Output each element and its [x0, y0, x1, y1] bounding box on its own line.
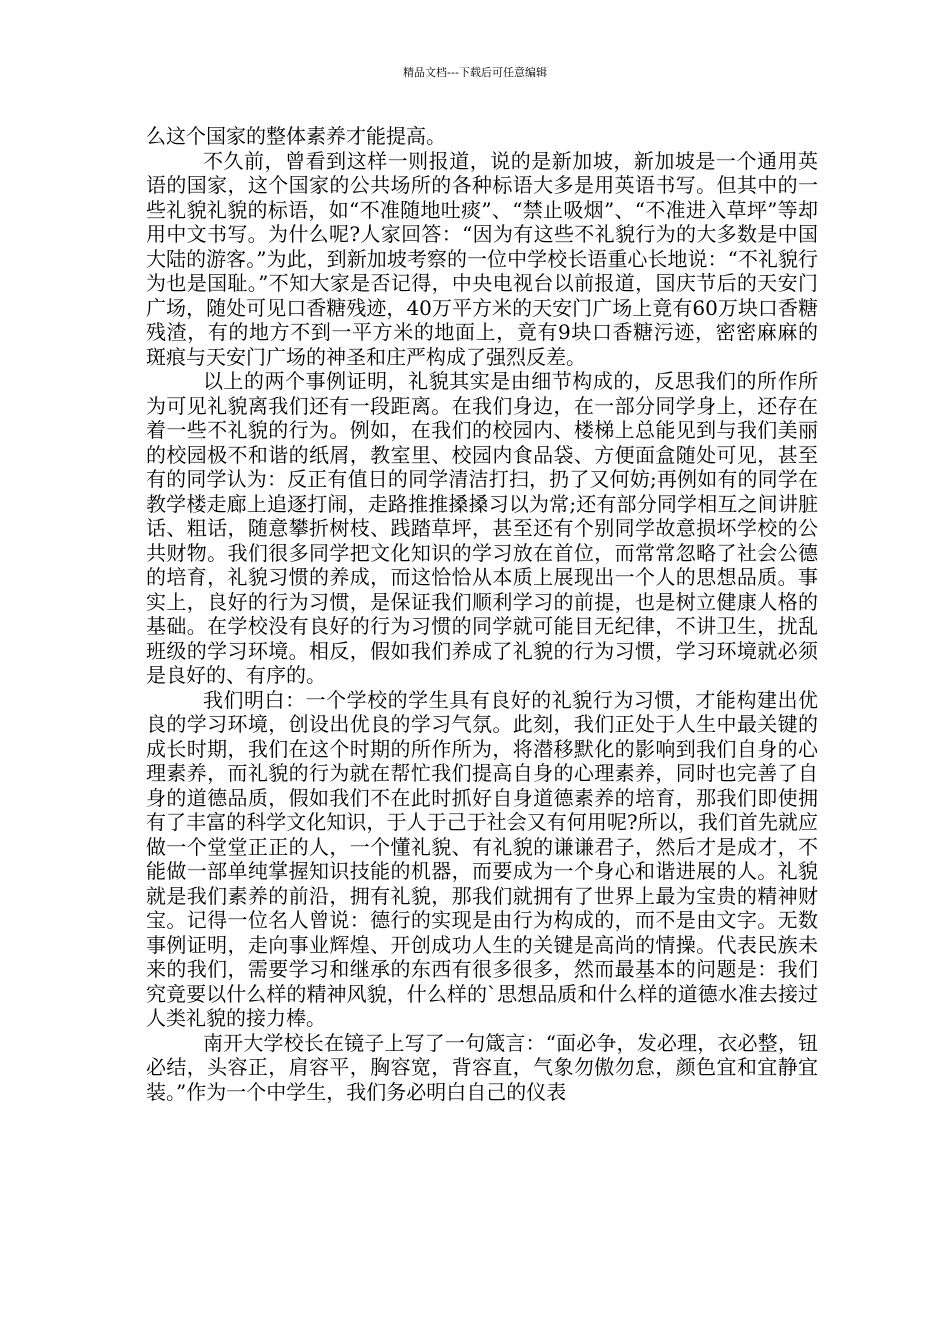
paragraph-moral-growth: 我们明白：一个学校的学生具有良好的礼貌行为习惯，才能构建出优良的学习环境，创设出优良的学习气氛。此刻，我们正处于人生中最关键的成长时期，我们在这个时期的所作所为，将潜移默化的影响到我们自身的心理素养，而礼貌的行为就在帮忙我们提高自身的心理素养，同时也完善了自身的道德品质，假如我们不在此时抓好自身道德素养的培育，那我们即使拥有了丰富的科学文化知识，于人于己于社会又有何用呢?所以，我们首先就应做一个堂堂正正的人，一个懂礼貌、有礼貌的谦谦君子，然后才是成才，不能做一部单纯掌握知识技能的机器，而要成为一个身心和谐进展的人。礼貌就是我们素养的前沿，拥有礼貌，那我们就拥有了世界上最为宝贵的精神财宝。记得一位名人曾说：德行的实现是由行为构成的，而不是由文字。无数事例证明，走向事业辉煌、开创成功人生的关键是高尚的情操。代表民族未来的我们，需要学习和继承的东西有很多很多，然而最基本的问题是：我们究竟要以什么样的精神风貌，什么样的`思想品质和什么样的道德水准去接过人类礼貌的接力棒。 [146, 687, 818, 1030]
paragraph-nankai-motto: 南开大学校长在镜子上写了一句箴言：“面必争，发必理，衣必整，钮必结，头容正，肩容平，胸容宽，背容直，气象勿傲勿怠，颜色宜和宜静宜装。”作为一个中学生，我们务必明白自己的仪表 [146, 1030, 818, 1104]
paragraph-continuation: 么这个国家的整体素养才能提高。 [146, 124, 446, 148]
document-body [146, 124, 818, 1104]
paragraph-campus-behavior: 以上的两个事例证明，礼貌其实是由细节构成的，反思我们的所作所为可见礼貌离我们还有一段距离。在我们身边，在一部分同学身上，还存在着一些不礼貌的行为。例如，在我们的校园内、楼梯上总能见到与我们美丽的校园极不和谐的纸屑，教室里、校园内食品袋、方便面盒随处可见，甚至有的同学认为：反正有值日的同学清洁打扫，扔了又何妨;再例如有的同学在教学楼走廊上追逐打闹，走路推推搡搡习以为常;还有部分同学相互之间讲脏话、粗话，随意攀折树枝、践踏草坪，甚至还有个别同学故意损坏学校的公共财物。我们很多同学把文化知识的学习放在首位，而常常忽略了社会公德的培育，礼貌习惯的养成，而这恰恰从本质上展现出一个人的思想品质。事实上，良好的行为习惯，是保证我们顺利学习的前提，也是树立健康人格的基础。在学校没有良好的行为习惯的同学就可能目无纪律，不讲卫生，扰乱班级的学习环境。相反，假如我们养成了礼貌的行为习惯，学习环境就必须是良好的、有序的。 [146, 369, 818, 687]
page-header: 精品文档---下载后可任意编辑 [403, 66, 547, 79]
paragraph-singapore-report: 不久前，曾看到这样一则报道，说的是新加坡，新加坡是一个通用英语的国家，这个国家的公共场所的各种标语大多是用英语书写。但其中的一些礼貌礼貌的标语，如“不准随地吐痰”、“禁止吸烟”、“不准进入草坪”等却用中文书写。为什么呢?人家回答：“因为有这些不礼貌行为的大多数是中国大陆的游客。”为此，到新加坡考察的一位中学校长语重心长地说：“不礼貌行为也是国耻。”不知大家是否记得，中央电视台以前报道，国庆节后的天安门广场，随处可见口香糖残迹，40万平方米的天安门广场上竟有60万块口香糖残渣，有的地方不到一平方米的地面上，竟有9块口香糖污迹，密密麻麻的斑痕与天安门广场的神圣和庄严构成了强烈反差。 [146, 148, 818, 369]
